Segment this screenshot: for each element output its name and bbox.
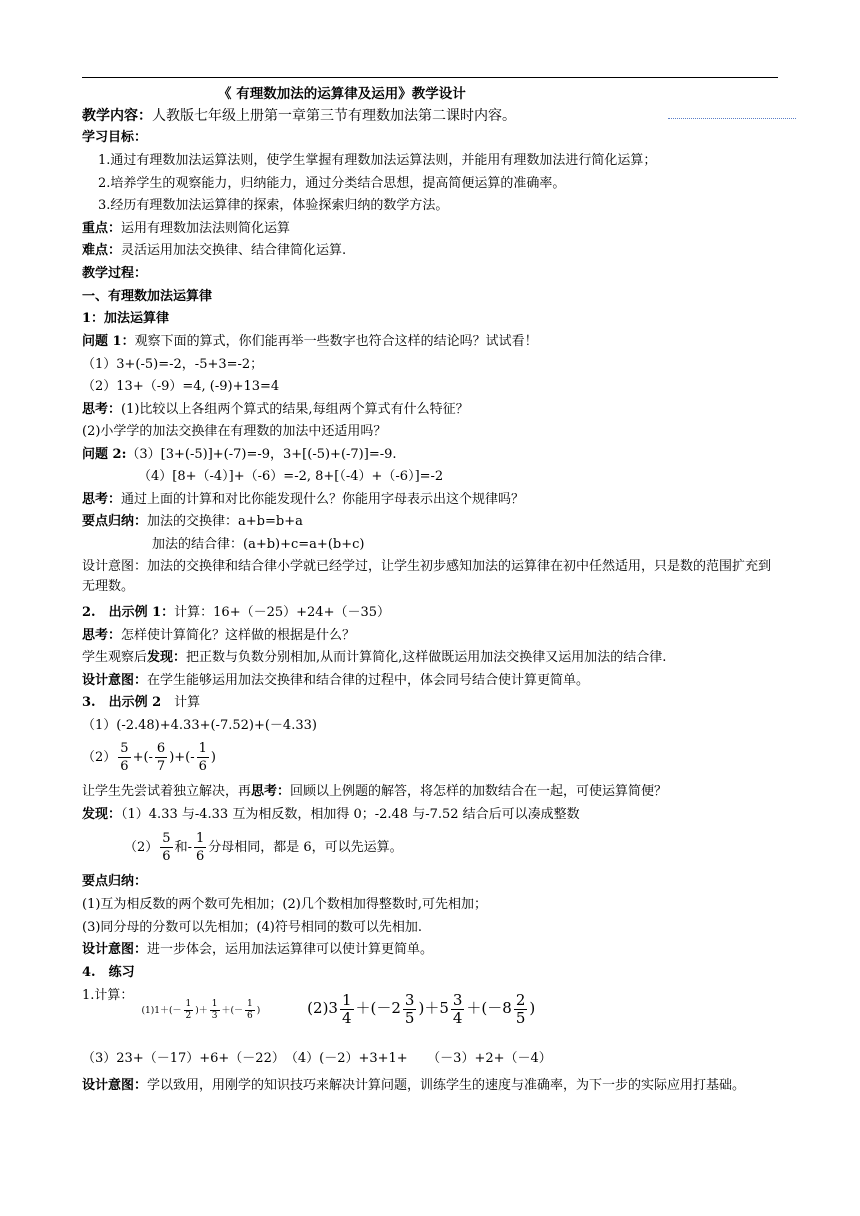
question-1 — [82, 332, 538, 352]
dotted-rule — [668, 118, 796, 119]
operator: +(- — [132, 750, 153, 765]
question-1-label: 问题 1： — [82, 334, 135, 349]
intent-4 — [82, 1076, 778, 1096]
found-label: 发现： — [147, 650, 187, 665]
calc-line — [82, 984, 535, 1032]
objective-item: 1.通过有理数加法运算法则，使学生掌握有理数加法运算法则，并能用有理数加法进行简化运算； — [98, 153, 657, 168]
item-label: （2） — [82, 750, 117, 765]
example-1-label: 2. 出示例 1： — [82, 605, 175, 620]
found-text: （1）4.33 与-4.33 互为相反数，相加得 0；-2.48 与-7.52 结合后可以凑成整数 — [121, 807, 580, 822]
header-rule — [82, 77, 778, 78]
think-pre: 让学生先尝试着独立解决，再 — [82, 784, 252, 799]
intent-label: 设计意图： — [82, 942, 148, 957]
summary-2-item: (1)互为相反数的两个数可先相加；(2)几个数相加得整数时,可先相加； — [82, 897, 487, 912]
found-pre: 学生观察后 — [82, 650, 148, 665]
difficulty — [82, 241, 346, 261]
intent-text: 进一步体会，运用加法运算律可以使计算更简单。 — [147, 942, 434, 957]
key-point — [82, 219, 290, 239]
found-2 — [82, 805, 580, 825]
sub-heading: 1：加法运算律 — [82, 311, 170, 326]
question-1-item: （1）3+(-5)=-2，-5+3=-2； — [82, 357, 264, 372]
think-1b: (2)小学学的加法交换律在有理数的加法中还适用吗？ — [82, 424, 387, 439]
operator: ) — [210, 750, 216, 765]
think-4 — [82, 782, 667, 802]
doc-title: 《 有理数加法的运算律及运用》教学设计 — [218, 86, 466, 102]
calc-3: （3）23+（－17）+6+（－22） （4）(－2）+3+1+ （－3）+2+（－4） — [82, 1051, 552, 1066]
objectives-label: 学习目标： — [82, 130, 148, 145]
key-point-text: 运用有理数加法法则简化运算 — [121, 221, 291, 236]
example-2-item-2 — [82, 736, 216, 780]
think-text: 回顾以上例题的解答，将怎样的加数结合在一起，可使运算简便？ — [290, 784, 668, 799]
intent-label: 设计意图： — [82, 673, 148, 688]
practice-heading: 4. 练习 — [82, 965, 135, 980]
think-text: 怎样使计算简化？这样做的根据是什么？ — [121, 628, 356, 643]
think-2 — [82, 490, 524, 510]
difficulty-text: 灵活运用加法交换律、结合律简化运算. — [121, 243, 347, 258]
summary-1 — [82, 512, 303, 532]
think-1 — [82, 400, 469, 420]
calc-1: (1)1＋(－ $\frac{1}{2}$ )＋ $\frac{1}{3}$ ＋(－ $\frac{1}{6}$ ) — [141, 999, 261, 1021]
difficulty-label: 难点： — [82, 243, 122, 258]
think-label: 思考： — [82, 492, 122, 507]
intent-label: 设计意图： — [82, 1078, 148, 1093]
operator: )+(- — [169, 750, 195, 765]
content-text: 人教版七年级上册第一章第三节有理数加法第二课时内容。 — [152, 108, 516, 124]
content-label: 教学内容： — [82, 108, 152, 124]
summary-label: 要点归纳： — [82, 514, 148, 529]
example-2-label: 3. 出示例 2 — [82, 695, 162, 710]
summary-2-label: 要点归纳： — [82, 874, 148, 889]
calc-label: 1.计算： — [82, 988, 134, 1003]
question-1-text: 观察下面的算式，你们能再举一些数字也符合这样的结论吗？试试看！ — [134, 334, 538, 349]
found-text: 分母相同，都是 6，可以先运算。 — [208, 840, 403, 855]
think-label: 思考： — [251, 784, 291, 799]
fraction: $\frac{1}{6}$ — [195, 831, 205, 864]
intent-1: 设计意图：加法的交换律和结合律小学就已经学过，让学生初步感知加法的运算律在初中任然适用，只是数的范围扩充到无理数。 — [82, 559, 772, 594]
objective-item: 2.培养学生的观察能力，归纳能力，通过分类结合思想，提高简便运算的准确率。 — [98, 176, 566, 191]
question-1-item: （2）13+（-9）=4, (-9)+13=4 — [82, 379, 280, 394]
example-1-text: 计算：16+（－25）+24+（－35） — [174, 605, 391, 620]
fraction: $\frac{1}{6}$ — [198, 741, 207, 774]
summary-text: 加法的交换律：a+b=b+a — [147, 514, 303, 529]
found-text: 把正数与负数分别相加,从而计算简化,这样做既运用加法交换律又运用加法的结合律. — [186, 650, 667, 665]
example-2-text: 计算 — [161, 695, 201, 710]
think-text: (1)比较以上各组两个算式的结果,每组两个算式有什么特征？ — [121, 402, 469, 417]
found-label: 发现： — [82, 807, 122, 822]
key-point-label: 重点： — [82, 221, 122, 236]
intent-text: 学以致用，用刚学的知识技巧来解决计算问题，训练学生的速度与准确率，为下一步的实际应用打基础。 — [147, 1078, 746, 1093]
intent-2 — [82, 671, 589, 691]
think-label: 思考： — [82, 402, 122, 417]
example-1 — [82, 603, 390, 623]
objective-item: 3.经历有理数加法运算律的探索，体验探索归纳的数学方法。 — [98, 198, 449, 213]
intent-text: 在学生能够运用加法交换律和结合律的过程中，体会同号结合使计算更简单。 — [147, 673, 590, 688]
question-2-text: （3）[3+(-5)]+(-7)=-9，3+[(-5)+(-7)]=-9. — [126, 447, 397, 462]
fraction: $\frac{5}{6}$ — [120, 741, 129, 774]
process-label: 教学过程： — [82, 266, 148, 281]
example-2-item-1: （1）(-2.48)+4.33+(-7.52)+(－4.33) — [82, 718, 317, 733]
fraction: $\frac{5}{6}$ — [162, 831, 171, 864]
example-2 — [82, 693, 200, 713]
found-2b — [124, 826, 403, 870]
think-3 — [82, 626, 355, 646]
fraction: $\frac{6}{7}$ — [156, 741, 166, 774]
question-2-label: 问题 2: — [82, 447, 127, 462]
item-label: （2） — [124, 840, 159, 855]
summary-2-item: (3)同分母的分数可以先相加；(4)符号相同的数可以先相加. — [82, 920, 422, 935]
connector: 和- — [174, 840, 192, 855]
intent-3 — [82, 940, 433, 960]
summary-1b: 加法的结合律：(a+b)+c=a+(b+c) — [152, 537, 365, 552]
think-text: 通过上面的计算和对比你能发现什么？你能用字母表示出这个规律吗？ — [121, 492, 525, 507]
calc-2: (2)3 $\frac{1}{4}$ ＋(－2 $\frac{3}{5}$ )＋5 $\frac{3}{4}$ ＋(－8 $\frac{2}{5}$ ) — [307, 990, 536, 1027]
content-line — [82, 106, 516, 126]
question-2 — [82, 445, 397, 465]
think-label: 思考： — [82, 628, 122, 643]
section-heading: 一、有理数加法运算律 — [82, 289, 213, 304]
question-2b: （4）[8+（-4）]+（-6）=-2, 8+[（-4）+（-6）]=-2 — [138, 469, 444, 484]
found-1 — [82, 648, 666, 668]
